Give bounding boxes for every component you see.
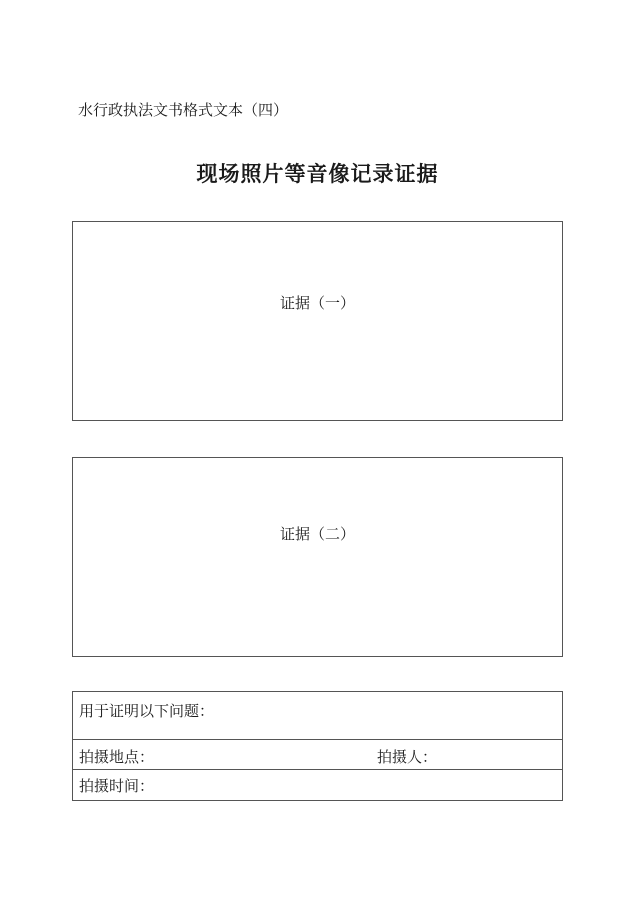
form-header-label: 水行政执法文书格式文本（四）	[78, 101, 289, 119]
page-title: 现场照片等音像记录证据	[196, 162, 439, 186]
place-label: 拍摄地点：	[79, 748, 155, 766]
evidence-label-2: 证据（二）	[279, 525, 355, 543]
evidence-box-1	[72, 221, 563, 421]
photo-info-table	[72, 691, 563, 801]
time-row	[73, 770, 562, 800]
time-label: 拍摄时间：	[79, 777, 155, 795]
purpose-row	[73, 692, 562, 740]
purpose-label: 用于证明以下问题：	[79, 702, 215, 720]
evidence-box-2	[72, 457, 563, 657]
place-row	[73, 740, 562, 770]
photographer-label: 拍摄人：	[377, 748, 438, 766]
evidence-label-1: 证据（一）	[279, 294, 355, 312]
